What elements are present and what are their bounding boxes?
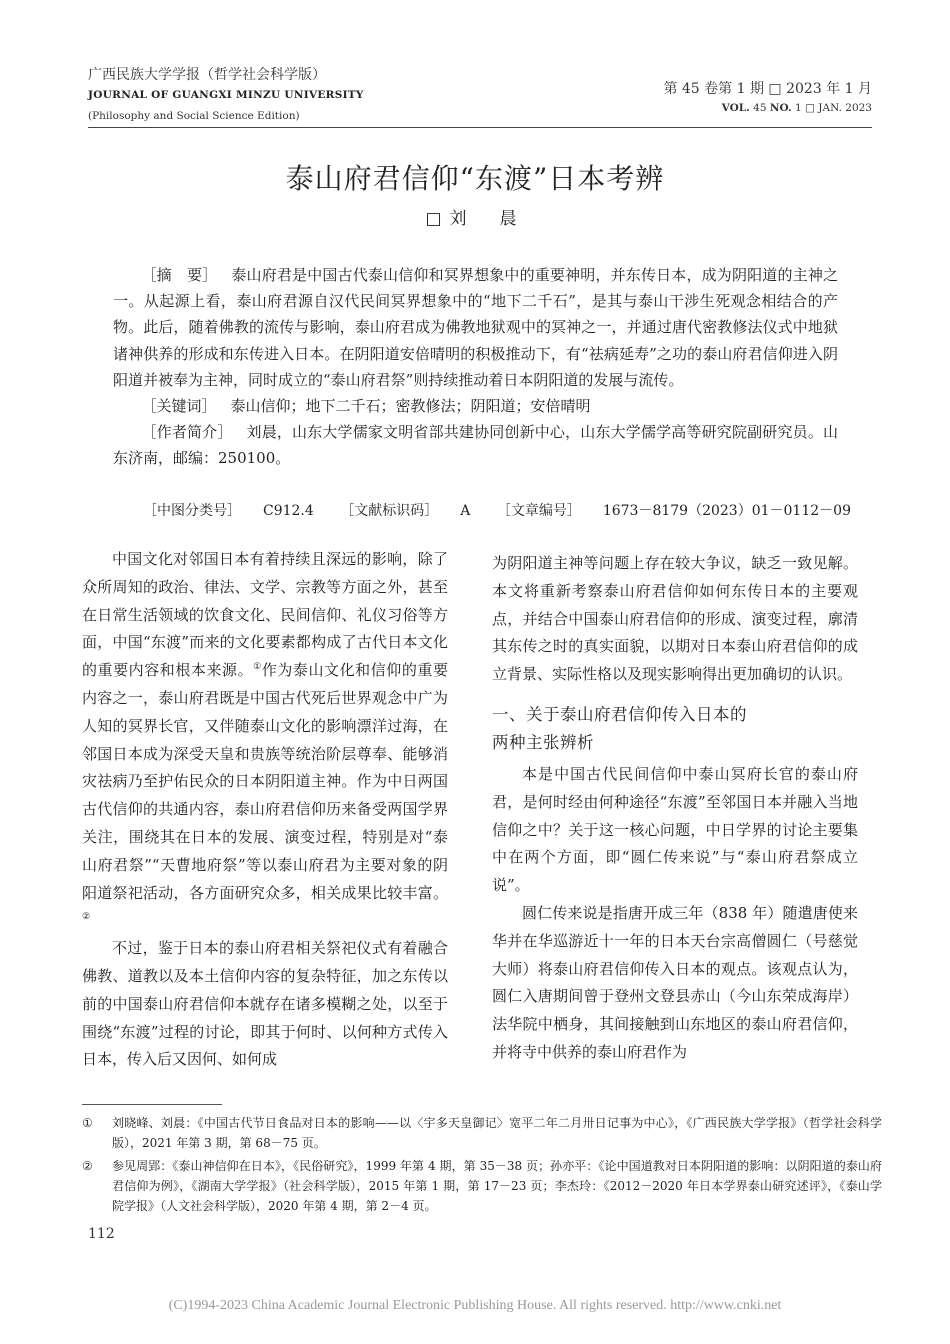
body-paragraph: 不过，鉴于日本的泰山府君相关祭祀仪式有着融合佛教、道教以及本土信仰内容的复杂特征，加之东传以前的中国泰山府君信仰本就存在诸多模糊之处，以至于围绕“东渡”过程的讨论，即其于何时、以何种方式传入日本，传入后又因何、如何成 (82, 939, 448, 1069)
section-heading (492, 701, 858, 757)
article-author: □刘 晨 (425, 209, 525, 229)
body-paragraph: 本是中国古代民间信仰中泰山冥府长官的泰山府君，是何时经由何种途径“东渡”至邻国日本并融入当地信仰之中？关于这一核心问题，中日学界的讨论主要集中在两个方面，即“圆仁传来说”与“泰山府君祭成立说”。 (492, 764, 858, 895)
body-paragraph: 圆仁传来说是指唐开成三年（838 年）随遣唐使来华并在华巡游近十一年的日本天台宗高僧圆仁（号慈觉大师）将泰山府君信仰传入日本的观点。该观点认为，圆仁入唐期间曾于登州文登县赤山（今山东荣成海岸）法华院中栖身，其间接触到山东地区的泰山府君信仰，并将寺中供养的泰山府君作为 (492, 903, 858, 1061)
clc-value: C912.4 (263, 503, 314, 519)
paragraph-text: 作为泰山文化和信仰的重要内容之一，泰山府君既是中国古代死后世界观念中广为人知的冥界长官，又伴随泰山文化的影响漂洋过海，在邻国日本成为深受天皇和贵族等统治阶层尊奉、能够消灾祛病乃至护佑民众的日本阴阳道主神。作为中日两国古代信仰的共通内容，泰山府君信仰历来备受两国学界关注，围绕其在日本的发展、演变过程，特别是对“泰山府君祭”“天曹地府祭”等以泰山府君为主要对象的阴阳道祭祀活动，各方面研究众多，相关成果比较丰富。 (82, 661, 448, 902)
keywords-label: ［关键词］ (141, 397, 217, 416)
author-bio-label: ［作者简介］ (141, 423, 233, 442)
footnote (82, 1156, 882, 1216)
abstract-block (113, 262, 838, 472)
abstract-text: 泰山府君是中国古代泰山信仰和冥界想象中的重要神明，并东传日本，成为阴阳道的主神之一。从起源上看，泰山府君源自汉代民间冥界想象中的“地下二千石”，是其与泰山干涉生死观念相结合的产物。此后，随着佛教的流传与影响，泰山府君成为佛教地狱观中的冥神之一，并通过唐代密教修法仪式中地狱诸神供养的形成和东传进入日本。在阴阳道安倍晴明的积极推动下，有“祛病延寿”之功的泰山府君信仰进入阴阳道并被奉为主神，同时成立的“泰山府君祭”则持续推动着日本阴阳道的发展与流传。 (113, 266, 838, 389)
article-title: 泰山府君信仰“东渡”日本考辨 (285, 162, 665, 195)
footnotes (82, 1113, 882, 1219)
issue-info-cn: 第 45 卷第 1 期 □ 2023 年 1 月 (663, 81, 872, 97)
author-bio-paragraph (113, 419, 838, 471)
page-number: 112 (88, 1226, 115, 1242)
footnote-number: ② (82, 1159, 93, 1173)
footnote-text: 刘晓峰、刘晨：《中国古代节日食品对日本的影响——以〈宇多天皇御记〉宽平二年二月卅日记事为中心》，《广西民族大学学报》（哲学社会科学版），2021 年第 3 期，第 68－75 页。 (112, 1116, 882, 1150)
clc-label: ［中图分类号］ (143, 503, 241, 519)
doc-code-label: ［文献标识码］ (340, 503, 439, 519)
body-paragraph (82, 546, 448, 935)
author-bio-text: 刘晨，山东大学儒家文明省部共建协同创新中心，山东大学儒学高等研究院副研究员。山东济南，邮编：250100。 (113, 423, 838, 468)
journal-title-cn: 广西民族大学学报（哲学社会科学版） (88, 67, 326, 83)
abstract-label: ［摘 要］ (141, 266, 218, 284)
article-number-value: 1673－8179（2023）01－0112－09 (602, 503, 851, 519)
issue-vol-number: 45 (749, 102, 770, 114)
footnote-number: ① (82, 1116, 93, 1130)
section-heading-line-1: 一、关于泰山府君信仰传入日本的 (492, 704, 747, 724)
footnote-ref-1[interactable]: ① (253, 662, 262, 673)
body-column-right (492, 550, 858, 1067)
issue-info-en (722, 102, 872, 114)
footnote (82, 1113, 882, 1153)
body-paragraph-continued: 为阴阳道主神等问题上存在较大争议，缺乏一致见解。本文将重新考察泰山府君信仰如何东传日本的主要观点，并结合中国泰山府君信仰的形成、演变过程，廓清其东传之时的真实面貌，以期对日本泰山府君信仰的成立背景、实际性格以及现实影响得出更加确切的认识。 (492, 554, 858, 684)
header-rule (88, 127, 872, 128)
keywords-paragraph (113, 393, 838, 419)
journal-title-en: JOURNAL OF GUANGXI MINZU UNIVERSITY (88, 89, 364, 101)
doc-code-value: A (460, 503, 471, 519)
issue-date: 1 □ JAN. 2023 (791, 102, 872, 114)
article-number-label: ［文章编号］ (496, 503, 581, 519)
issue-vol-label: VOL. (721, 102, 750, 114)
section-heading-line-2: 两种主张辨析 (492, 732, 594, 752)
keywords-text: 泰山信仰；地下二千石；密教修法；阴阳道；安倍晴明 (230, 397, 591, 416)
paragraph-text: 中国文化对邻国日本有着持续且深远的影响，除了众所周知的政治、律法、文学、宗教等方面之外，甚至在日常生活领域的饮食文化、民间信仰、礼仪习俗等方面，中国“东渡”而来的文化要素都构成了古代日本文化的重要内容和根本来源。 (82, 550, 448, 680)
issue-no-label: NO. (769, 102, 792, 114)
footnote-text: 参见周郢：《泰山神信仰在日本》，《民俗研究》，1999 年第 4 期，第 35－38 页；孙亦平：《论中国道教对日本阴阳道的影响：以阴阳道的泰山府君信仰为例》，《湖南大学学报》（社会科学版），2015 年第 1 期，第 17－23 页；李杰玲：《2012－2020 年日本学界泰山研究述评》，《泰山学院学报》（人文社会科学版），2020 年第 4 期，第 2－4 页。 (112, 1159, 882, 1213)
abstract-paragraph (113, 262, 838, 393)
classification-line (143, 500, 851, 520)
journal-edition-en: (Philosophy and Social Science Edition) (88, 110, 300, 122)
body-column-left (82, 546, 448, 1074)
footnote-ref-2[interactable]: ② (82, 912, 91, 923)
footnote-rule (82, 1104, 222, 1105)
copyright-watermark: (C)1994-2023 China Academic Journal Electronic Publishing House. All rights reserved. http://www.cnki.net (168, 1298, 782, 1313)
